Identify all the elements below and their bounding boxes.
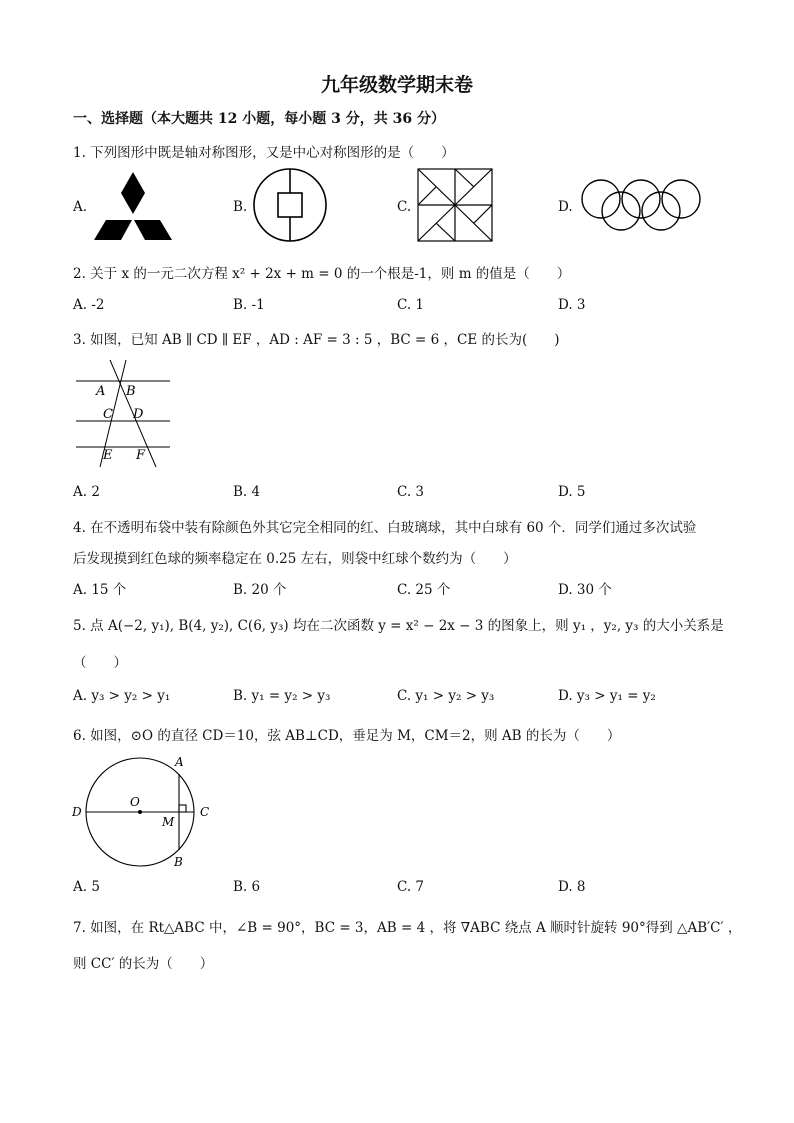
q6-option-b: B. 6 (233, 879, 261, 895)
label-a: A (96, 384, 106, 399)
label-o: O (130, 795, 140, 809)
q3-option-c: C. 3 (397, 484, 425, 500)
q6-option-c: C. 7 (397, 879, 425, 895)
q3-option-b: B. 4 (233, 484, 261, 500)
q5-option-c: C. y₁ > y₂ > y₃ (397, 688, 495, 704)
q4-option-c: C. 25 个 (397, 582, 451, 598)
q1-option-c-label: C. (397, 199, 412, 215)
question-1-stem: 1. 下列图形中既是轴对称图形，又是中心对称图形的是（ ） (73, 145, 455, 161)
q1-option-a-label: A. (73, 199, 88, 215)
pinwheel-figure (414, 165, 496, 245)
circle-chord-figure (70, 748, 220, 872)
parallel-lines-figure (72, 355, 174, 470)
question-7-stem-line-1: 7. 如图，在 Rt△ABC 中，∠B = 90°，BC = 3，AB = 4 ，将 ∇ABC 绕点 A 顺时针旋转 90°得到 △AB′C′ ， (73, 920, 742, 936)
q2-option-d: D. 3 (558, 297, 586, 313)
label-a: A (175, 755, 184, 769)
label-c: C (103, 407, 113, 422)
label-b: B (174, 855, 183, 869)
q6-option-d: D. 8 (558, 879, 586, 895)
label-b: B (126, 384, 136, 399)
question-6-stem: 6. 如图，⊙O 的直径 CD＝10，弦 AB⊥CD，垂足为 M，CM＝2，则 AB 的长为（ ） (73, 728, 621, 744)
label-e: E (103, 448, 113, 463)
five-rings-figure (575, 176, 707, 234)
label-m: M (162, 815, 175, 829)
q3-option-a: A. 2 (73, 484, 100, 500)
q4-option-b: B. 20 个 (233, 582, 287, 598)
question-2-stem: 2. 关于 x 的一元二次方程 x² + 2x + m = 0 的一个根是-1，则 m 的值是（ ） (73, 266, 571, 282)
q4-option-d: D. 30 个 (558, 582, 612, 598)
q5-option-d: D. y₃ > y₁ = y₂ (558, 688, 656, 704)
q5-option-a: A. y₃ > y₂ > y₁ (73, 688, 171, 704)
q6-option-a: A. 5 (73, 879, 100, 895)
q1-option-b-label: B. (233, 199, 248, 215)
question-4-stem-line-2: 后发现摸到红色球的频率稳定在 0.25 左右，则袋中红球个数约为（ ） (73, 551, 517, 567)
page-title: 九年级数学期末卷 (320, 74, 473, 96)
three-diamonds-figure (90, 168, 176, 244)
q2-option-a: A. -2 (73, 297, 105, 313)
q5-option-b: B. y₁ = y₂ > y₃ (233, 688, 331, 704)
label-d: D (72, 805, 82, 819)
question-5-stem-line-2: （ ） (73, 655, 127, 671)
q1-option-d-label: D. (558, 199, 573, 215)
question-3-stem: 3. 如图，已知 AB ∥ CD ∥ EF ，AD : AF = 3 : 5 ，BC = 6 ，CE 的长为( ) (73, 332, 560, 348)
question-7-stem-line-2: 则 CC′ 的长为（ ） (73, 956, 214, 972)
coin-figure (250, 165, 330, 245)
section-heading: 一、选择题（本大题共 12 小题，每小题 3 分，共 36 分） (73, 111, 445, 127)
label-c: C (200, 805, 210, 819)
q3-option-d: D. 5 (558, 484, 586, 500)
q4-option-a: A. 15 个 (73, 582, 127, 598)
question-4-stem-line-1: 4. 在不透明布袋中装有除颜色外其它完全相同的红、白玻璃球，其中白球有 60 个．同学们通过多次试验 (73, 520, 697, 536)
q2-option-b: B. -1 (233, 297, 265, 313)
question-5-stem-line-1: 5. 点 A(−2, y₁), B(4, y₂), C(6, y₃) 均在二次函数 y = x² − 2x − 3 的图象上，则 y₁ ，y₂, y₃ 的大小关系是 (73, 618, 724, 634)
q2-option-c: C. 1 (397, 297, 425, 313)
label-d: D (133, 407, 144, 422)
label-f: F (136, 448, 146, 463)
